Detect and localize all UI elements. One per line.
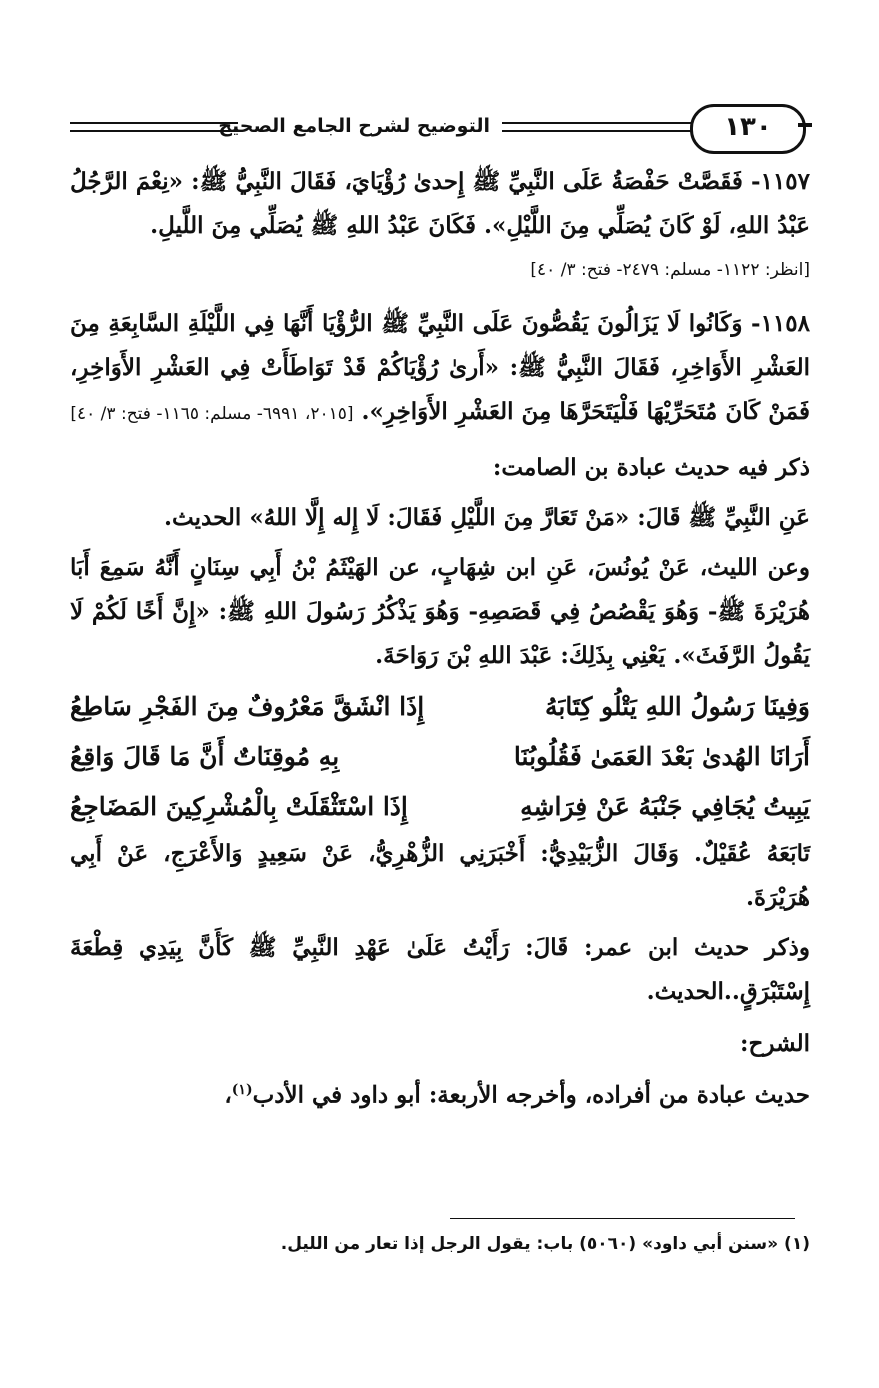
hadith-1157	[70, 160, 810, 292]
verse-first-hemistich: أَرَانَا الهُدىٰ بَعْدَ العَمَىٰ فَقُلُوبُنَا	[513, 742, 810, 771]
header-rule-left-bottom	[70, 130, 238, 132]
page-number: ١٣٠	[724, 112, 772, 142]
verse-second-hemistich: إِذَا اسْتَثْقَلَتْ بِالْمُشْرِكِينَ المَضَاجِعُ	[70, 792, 408, 821]
ibn-umar-paragraph: وذكر حديث ابن عمر: قَالَ: رَأَيْتُ عَلَىٰ عَهْدِ النَّبِيِّ ﷺ كَأَنَّ بِيَدِي قِطْعَةَ إِسْتَبْرَقٍ..الحديث.	[70, 934, 810, 1005]
verse-second-hemistich: بِهِ مُوقِنَاتٌ أَنَّ مَا قَالَ وَاقِعُ	[70, 742, 340, 771]
page-header	[70, 100, 810, 156]
header-rule-left-top	[70, 122, 238, 124]
hadith-1158	[70, 302, 810, 436]
hadith-1157-text: ١١٥٧- فَقَصَّتْ حَفْصَةُ عَلَى النَّبِيِّ ﷺ إِحدىٰ رُؤْيَايَ، فَقَالَ النَّبِيُّ ﷺ: «نِعْمَ الرَّجُلُ عَبْدُ اللهِ، لَوْ كَانَ يُصَلِّي مِنَ اللَّيْلِ». فَكَانَ عَبْدُ اللهِ ﷺ يُصَلِّي مِنَ اللَّيلِ.	[70, 168, 810, 239]
poem-verse	[70, 682, 810, 732]
verse-second-hemistich: إِذَا انْشَقَّ مَعْرُوفٌ مِنَ الفَجْرِ سَاطِعُ	[70, 692, 425, 721]
sharh-trailing: ،	[224, 1081, 232, 1109]
footnote-separator	[450, 1218, 795, 1219]
running-title: التوضيح لشرح الجامع الصحيح	[218, 115, 490, 137]
footnote	[70, 1234, 810, 1254]
poem-verse	[70, 782, 810, 832]
intro-line: ذكر فيه حديث عبادة بن الصامت:	[492, 454, 810, 481]
hadith-1158-text: ١١٥٨- وَكَانُوا لَا يَزَالُونَ يَقُصُّونَ عَلَى النَّبِيِّ ﷺ الرُّؤْيَا أَنَّهَا فِي اللَّيْلَةِ السَّابِعَةِ مِنَ العَشْرِ الأَوَاخِرِ، فَقَالَ النَّبِيُّ ﷺ: «أَرىٰ رُؤْيَاكُمْ قَدْ تَوَاطَأَتْ فِي العَشْرِ الأَوَاخِرِ، فَمَنْ كَانَ مُتَحَرِّيْهَا فَلْيَتَحَرَّهَا مِنَ العَشْرِ الأَوَاخِرِ».	[70, 310, 810, 425]
poem-verse	[70, 732, 810, 782]
verse-first-hemistich: يَبِيتُ يُجَافِي جَنْبَهُ عَنْ فِرَاشِهِ	[520, 792, 810, 821]
sharh-text: حديث عبادة من أفراده، وأخرجه الأربعة: أبو داود في الأدب	[252, 1081, 810, 1109]
tabaa-paragraph: تَابَعَهُ عُقَيْلٌ. وَقَالَ الزُّبَيْدِيُّ: أَخْبَرَنِي الزُّهْرِيُّ، عَنْ سَعِيدٍ وَالأَعْرَجِ، عَنْ أَبِي هُرَيْرَةَ.	[70, 840, 810, 911]
sharh-heading: الشرح:	[740, 1030, 810, 1057]
footnote-ref: (١)	[231, 1082, 253, 1098]
footnote-mark: (١)	[784, 1234, 810, 1254]
sharh-paragraph	[70, 1068, 810, 1118]
header-rule-mid-bottom	[502, 130, 692, 132]
hadith-1157-ref: [انظر: ١١٢٢- مسلم: ٢٤٧٩- فتح: ٣/ ٤٠]	[530, 260, 810, 280]
verse-first-hemistich: وَفِينَا رَسُولُ اللهِ يَتْلُو كِتَابَهُ	[544, 692, 810, 721]
page-number-tail	[798, 123, 812, 127]
page-number-frame	[690, 104, 806, 154]
page-body	[70, 160, 810, 1118]
header-rule-mid-top	[502, 122, 692, 124]
ubada-hadith: عَنِ النَّبِيِّ ﷺ قَالَ: «مَنْ تَعَارَّ مِنَ اللَّيْلِ فَقَالَ: لَا إِله إِلَّا اللهُ» الحديث.	[164, 504, 810, 531]
layth-paragraph: وعن الليث، عَنْ يُونُسَ، عَنِ ابن شِهَابٍ، عن الهَيْثَمُ بْنُ أَبِي سِنَانٍ أَنَّهُ سَمِعَ أَبَا هُرَيْرَةَ ﷺ- وَهُوَ يَقْصُصُ فِي قَصَصِهِ- وَهُوَ يَذْكُرُ رَسُولَ اللهِ ﷺ: «إِنَّ أَخًا لَكُمْ لَا يَقُولُ الرَّفَثَ». يَعْنِي بِذَلِكَ: عَبْدَ اللهِ بْنَ رَوَاحَةَ.	[70, 554, 810, 669]
poem	[70, 682, 810, 832]
hadith-1158-ref: [٢٠١٥، ٦٩٩١- مسلم: ١١٦٥- فتح: ٣/ ٤٠]	[70, 404, 354, 424]
footnote-text: «سنن أبي داود» (٥٠٦٠) باب: يقول الرجل إذا تعار من الليل.	[280, 1234, 779, 1254]
